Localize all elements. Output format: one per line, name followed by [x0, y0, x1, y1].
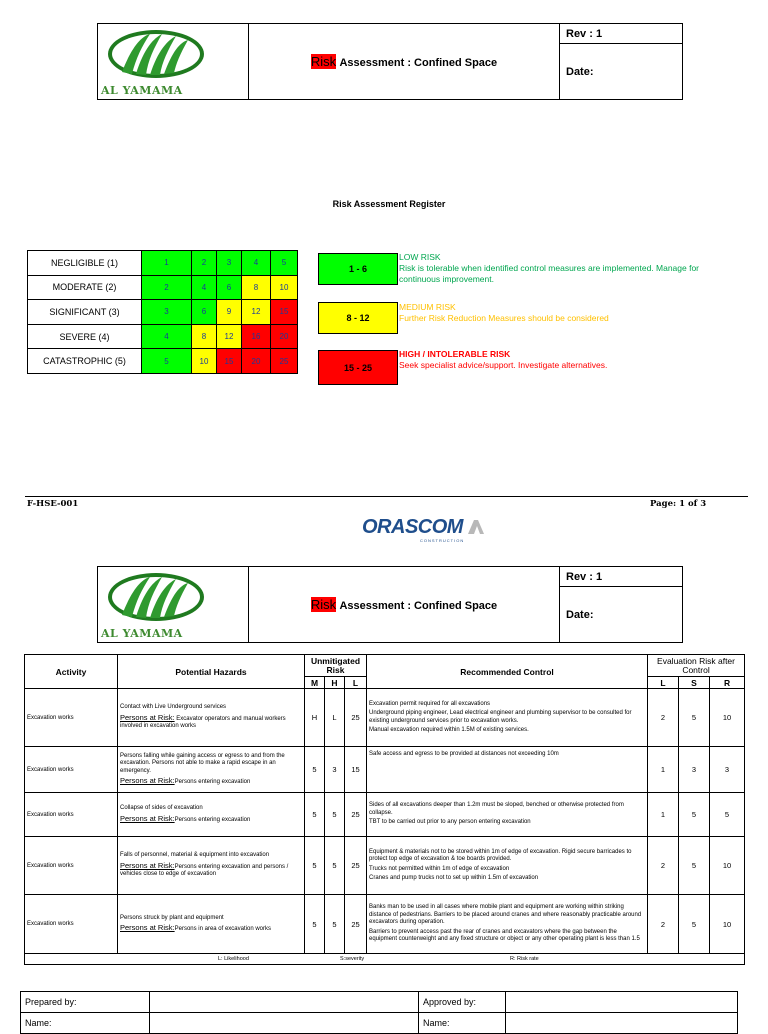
orascom-subtitle: CONSTRUCTION: [420, 538, 465, 543]
high-risk-range: 15 - 25: [318, 350, 398, 385]
persons-at-risk: Persons entering excavation and persons / vehicles close to edge of excavation: [120, 863, 289, 878]
eval-s: 5: [679, 689, 710, 747]
severity-label: SEVERE (4): [28, 324, 142, 349]
control-cell: [367, 895, 648, 954]
header-eval-r: R: [710, 677, 745, 689]
eval-r: 10: [710, 895, 745, 954]
matrix-cell: 15: [271, 300, 298, 325]
name-label-left: Name:: [21, 1013, 150, 1034]
approved-by-label: Approved by:: [419, 992, 506, 1013]
eval-r: 10: [710, 837, 745, 895]
document-header-top: [97, 23, 683, 100]
unmitigated-m: 5: [305, 793, 325, 837]
matrix-cell: 6: [192, 300, 217, 325]
persons-at-risk: Excavator operators and manual workers involved in excavation works: [120, 715, 286, 730]
medium-risk-description: [399, 302, 739, 324]
low-risk-description: [399, 252, 739, 285]
register-title: Risk Assessment Register: [332, 199, 446, 209]
matrix-cell: 2: [142, 275, 192, 300]
hazard-text: Persons struck by plant and equipment: [120, 914, 224, 921]
matrix-cell: 5: [142, 349, 192, 374]
medium-risk-text: Further Risk Reduction Measures should be considered: [399, 313, 609, 323]
eval-s: 5: [679, 895, 710, 954]
severity-label: MODERATE (2): [28, 275, 142, 300]
name-field-right[interactable]: [506, 1013, 738, 1034]
header-eval-l: L: [648, 677, 679, 689]
matrix-cell: 4: [142, 324, 192, 349]
matrix-cell: 8: [192, 324, 217, 349]
unmitigated-h: L: [325, 689, 345, 747]
hazard-text: Contact with Live Underground services: [120, 704, 227, 711]
orascom-emblem-icon: [466, 518, 486, 536]
matrix-cell: 8: [242, 275, 271, 300]
matrix-cell: 5: [271, 251, 298, 276]
hazard-text: Persons falling while gaining access or egress to and from the excavation. Persons not able to make a rapid escape in an emergency.: [120, 752, 285, 774]
revision-cell: Rev : 1: [560, 24, 683, 44]
table-row: [25, 747, 745, 793]
persons-at-risk-label: Persons at Risk:: [120, 712, 175, 722]
date-cell: Date:: [560, 44, 683, 100]
header-unmitigated: Unmitigated Risk: [305, 655, 367, 677]
eval-l: 1: [648, 747, 679, 793]
hazard-text: Collapse of sides of excavation: [120, 805, 203, 811]
logo-cell: [98, 567, 249, 643]
eval-l: 1: [648, 793, 679, 837]
key-risk-rate: R: Risk rate: [510, 956, 539, 962]
title-prefix: Risk: [310, 54, 337, 69]
matrix-cell: 10: [192, 349, 217, 374]
page-number: Page: 1 of 3: [650, 499, 707, 509]
high-risk-title: HIGH / INTOLERABLE RISK: [399, 349, 511, 359]
header-control: Recommended Control: [367, 655, 648, 689]
persons-at-risk-label: Persons at Risk:: [120, 860, 175, 870]
document-title: [249, 24, 560, 100]
header-eval-s: S: [679, 677, 710, 689]
persons-at-risk: Persons entering excavation: [174, 816, 251, 823]
unmitigated-h: 5: [325, 793, 345, 837]
name-field-left[interactable]: [150, 1013, 419, 1034]
matrix-cell: 4: [242, 251, 271, 276]
control-text: Safe access and egress to be provided at distances not exceeding 10m: [369, 751, 559, 757]
matrix-cell: 10: [271, 275, 298, 300]
control-cell: [367, 837, 648, 895]
unmitigated-h: 3: [325, 747, 345, 793]
orascom-logo: ORASCOM: [362, 516, 463, 538]
matrix-cell: 1: [142, 251, 192, 276]
title-main: Assessment : Confined Space: [339, 600, 498, 612]
hazard-cell: [118, 793, 305, 837]
unmitigated-m: 5: [305, 895, 325, 954]
risk-assessment-table: [24, 654, 745, 965]
control-text: Excavation permit required for all excavations: [369, 700, 491, 707]
al-yamama-logo-icon: [106, 28, 206, 80]
matrix-cell: 15: [217, 349, 242, 374]
control-cell: [367, 793, 648, 837]
header-hazards: Potential Hazards: [118, 655, 305, 689]
matrix-cell: 4: [192, 275, 217, 300]
table-key: [25, 954, 745, 965]
form-code: F-HSE-001: [27, 499, 79, 509]
table-key-row: [25, 954, 745, 965]
matrix-cell: 16: [242, 324, 271, 349]
matrix-cell: 25: [271, 349, 298, 374]
title-main: Assessment : Confined Space: [339, 57, 498, 69]
medium-risk-range: 8 - 12: [318, 302, 398, 334]
hazard-cell: [118, 747, 305, 793]
activity-cell: Excavation works: [25, 895, 118, 954]
eval-r: 3: [710, 747, 745, 793]
matrix-cell: 3: [217, 251, 242, 276]
eval-s: 5: [679, 793, 710, 837]
date-cell: Date:: [560, 587, 683, 643]
matrix-cell: 12: [242, 300, 271, 325]
unmitigated-m: 5: [305, 837, 325, 895]
persons-at-risk-label: Persons at Risk:: [120, 923, 175, 932]
header-l: L: [345, 677, 367, 689]
header-evaluation: Evaluation Risk after Control: [648, 655, 745, 677]
matrix-cell: 20: [271, 324, 298, 349]
prepared-by-label: Prepared by:: [21, 992, 150, 1013]
control-text: TBT to be carried out prior to any person entering excavation: [369, 819, 531, 826]
low-risk-title: LOW RISK: [399, 252, 441, 262]
matrix-cell: 3: [142, 300, 192, 325]
matrix-cell: 2: [192, 251, 217, 276]
unmitigated-h: 5: [325, 895, 345, 954]
control-cell: [367, 747, 648, 793]
unmitigated-l: 15: [345, 747, 367, 793]
severity-label: CATASTROPHIC (5): [28, 349, 142, 374]
low-risk-range: 1 - 6: [318, 253, 398, 285]
eval-l: 2: [648, 895, 679, 954]
unmitigated-l: 25: [345, 895, 367, 954]
eval-s: 5: [679, 837, 710, 895]
control-text: Cranes and pump trucks not to set up within 1.5m of excavation: [369, 875, 539, 881]
persons-at-risk: Persons entering excavation: [174, 779, 251, 785]
severity-label: NEGLIGIBLE (1): [28, 251, 142, 276]
medium-risk-title: MEDIUM RISK: [399, 302, 456, 312]
hazard-cell: [118, 689, 305, 747]
table-row: [25, 895, 745, 954]
matrix-cell: 20: [242, 349, 271, 374]
severity-label: SIGNIFICANT (3): [28, 300, 142, 325]
unmitigated-h: 5: [325, 837, 345, 895]
hazard-cell: [118, 895, 305, 954]
prepared-by-field[interactable]: [150, 992, 419, 1013]
header-m: M: [305, 677, 325, 689]
control-text: Underground piping engineer, Lead electrical engineer and plumbing supervisor to be consulted for existing underground services prior to excavation works.: [369, 710, 632, 724]
high-risk-text: Seek specialist advice/support. Investigate alternatives.: [399, 360, 608, 370]
low-risk-text: Risk is tolerable when identified control measures are implemented. Manage for continuous improvement.: [399, 263, 700, 284]
control-text: Banks man to be used in all cases where mobile plant and equipment are working within striking distance of pedestrians. Barriers to be placed around cranes and where reasonably practicable around excavators during operation.: [369, 904, 642, 926]
logo-cell: [98, 24, 249, 100]
al-yamama-logo-icon: [106, 571, 206, 623]
eval-l: 2: [648, 837, 679, 895]
control-text: Equipment & materials not to be stored within 1m of edge of excavation. Rigid secure barricades to protect top edge of excavation & toe boards provided.: [369, 848, 632, 862]
header-h: H: [325, 677, 345, 689]
matrix-cell: 12: [217, 324, 242, 349]
header-activity: Activity: [25, 655, 118, 689]
eval-r: 10: [710, 689, 745, 747]
brand-name: AL YAMAMA: [101, 627, 183, 640]
hazard-text: Falls of personnel, material & equipment into excavation: [120, 852, 270, 859]
control-text: Sides of all excavations deeper than 1.2m must be sloped, benched or otherwise protected from collapse.: [369, 802, 624, 816]
activity-cell: Excavation works: [25, 837, 118, 895]
persons-at-risk-label: Persons at Risk:: [120, 776, 175, 785]
eval-r: 5: [710, 793, 745, 837]
activity-cell: Excavation works: [25, 793, 118, 837]
revision-cell: Rev : 1: [560, 567, 683, 587]
persons-at-risk: Persons in area of excavation works: [174, 926, 271, 932]
persons-at-risk-label: Persons at Risk:: [120, 813, 175, 823]
name-label-right: Name:: [419, 1013, 506, 1034]
unmitigated-m: H: [305, 689, 325, 747]
matrix-cell: 6: [217, 275, 242, 300]
control-text: Trucks not permitted within 1m of edge of excavation: [369, 865, 510, 872]
approved-by-field[interactable]: [506, 992, 738, 1013]
risk-matrix: [141, 250, 298, 374]
matrix-cell: 9: [217, 300, 242, 325]
hazard-cell: [118, 837, 305, 895]
severity-labels: [27, 250, 142, 374]
key-severity: S:severity: [340, 956, 365, 962]
unmitigated-l: 25: [345, 837, 367, 895]
activity-cell: Excavation works: [25, 689, 118, 747]
document-header-page2: [97, 566, 683, 643]
table-row: [25, 689, 745, 747]
activity-cell: Excavation works: [25, 747, 118, 793]
footer-divider: [25, 496, 748, 497]
brand-name: AL YAMAMA: [101, 84, 183, 97]
unmitigated-l: 25: [345, 793, 367, 837]
signoff-table: [20, 991, 738, 1034]
control-text: Barriers to prevent access past the rear of cranes and excavators where the gap between the equipment counterweight and any fixed structure or object or any other operating plant is less than 1.5: [369, 928, 640, 943]
table-row: [25, 793, 745, 837]
unmitigated-m: 5: [305, 747, 325, 793]
control-text: Manual excavation required within 1.5M of existing services.: [369, 727, 529, 733]
key-likelihood: L: Likelihood: [218, 956, 249, 962]
table-row: [25, 837, 745, 895]
control-cell: [367, 689, 648, 747]
unmitigated-l: 25: [345, 689, 367, 747]
eval-s: 3: [679, 747, 710, 793]
title-prefix: Risk: [310, 597, 337, 612]
document-title: [249, 567, 560, 643]
high-risk-description: [399, 349, 739, 371]
eval-l: 2: [648, 689, 679, 747]
